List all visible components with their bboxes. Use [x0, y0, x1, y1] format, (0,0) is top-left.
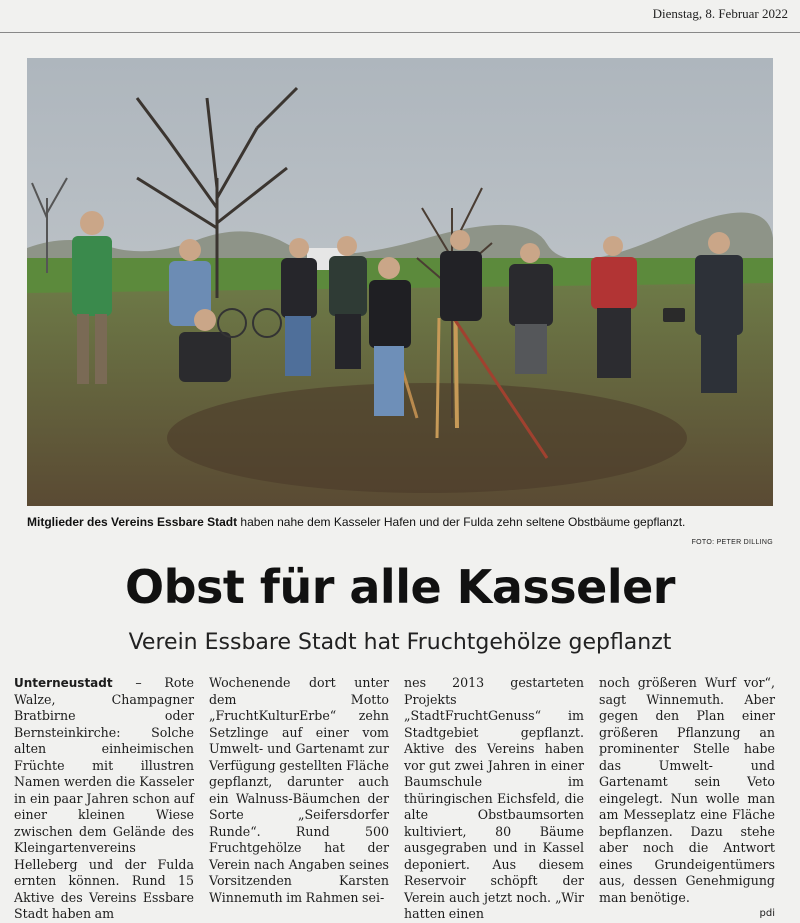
column-3: nes 2013 gestarteten Projekts „StadtFruchtGenuss“ im Stadtgebiet gepflanzt. Aktive des Vereins haben vor gut zwei Jahren in einer Baumschule im thüringischen Eichsfeld, die alte Obstbaumsorten kultiviert, 80 Bäume ausgegraben und in Kassel deponiert. Aus diesem Reservoir schöpft der Verein auch jetzt noch. „Wir hatten einen	[404, 675, 584, 921]
photo-credit: FOTO: PETER DILLING	[691, 539, 773, 546]
column-1-text: – Rote Walze, Champagner Bratbirne oder Bernsteinkirche: Solche alten einheimischen Früchte mit illustren Namen werden die Kasseler in ein paar Jahren schon auf einer kleinen Wiese zwischen dem Gelände des Kleingartenvereins Helleberg und der Fulda ernten können. Rund 15 Aktive des Vereins Essbare Stadt haben am	[14, 675, 194, 921]
column-2: Wochenende dort unter dem Motto „FruchtKulturErbe“ zehn Setzlinge auf einer vom Umwelt- und Gartenamt zur Verfügung gestellten Fläche gepflanzt, darunter auch ein Walnuss-Bäumchen der Sorte „Seifersdorfer Runde“. Rund 500 Fruchtgehölze hat der Verein nach Angaben seines Vorsitzenden Karsten Winnemuth im Rahmen sei-	[209, 675, 389, 905]
caption-text: haben nahe dem Kasseler Hafen und der Fulda zehn seltene Obstbäume gepflanzt.	[237, 515, 686, 529]
header-rule	[0, 32, 800, 33]
group-photo	[27, 58, 773, 506]
headline: Obst für alle Kasseler	[125, 560, 675, 614]
column-4-text: noch größeren Wurf vor“, sagt Winnemuth. Aber gegen den Plan einer größeren Pflanzung an prominenter Stelle habe das Umwelt- und Gartenamt sein Veto eingelegt. Nun wolle man am Messeplatz eine Fläche bepflanzen. Dazu stehe aber noch die Antwort eines Grundeigentümers aus, dessen Genehmigung man benötige.	[599, 675, 775, 905]
article-body	[14, 675, 790, 921]
author-signature: pdi	[759, 908, 775, 919]
photo-caption	[27, 515, 773, 530]
caption-lead: Mitglieder des Vereins Essbare Stadt	[27, 515, 238, 529]
subheadline: Verein Essbare Stadt hat Fruchtgehölze gepflanzt	[128, 630, 672, 655]
issue-date: Dienstag, 8. Februar 2022	[652, 6, 788, 21]
column-4	[599, 675, 775, 923]
dateline: Unterneustadt	[14, 676, 113, 690]
column-1	[14, 675, 194, 923]
